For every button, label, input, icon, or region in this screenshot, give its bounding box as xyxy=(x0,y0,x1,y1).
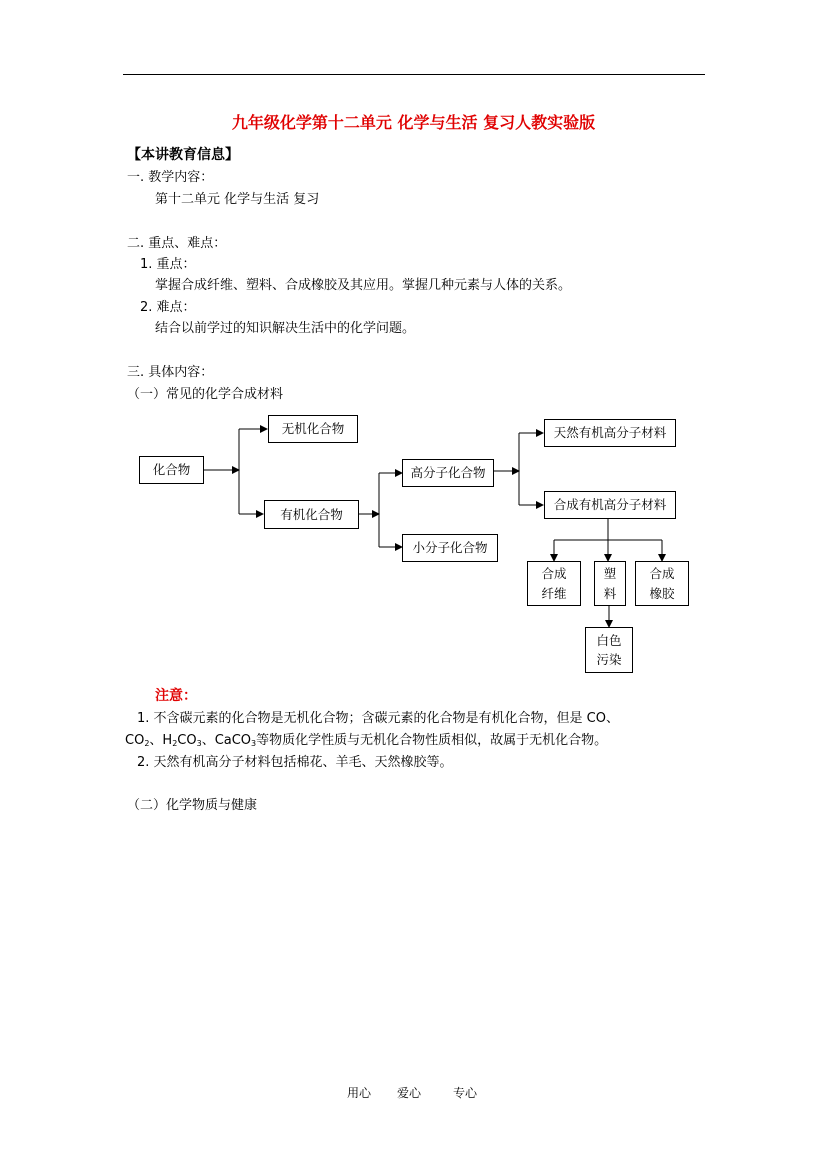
subsection-1-heading: （一）常见的化学合成材料 xyxy=(127,387,284,402)
formula-h2-sub: 2 xyxy=(172,739,178,748)
difficulty-label: 2. 难点： xyxy=(140,300,196,315)
formula-co2-sub: 2 xyxy=(144,739,150,748)
notes-heading: 注意： xyxy=(155,688,197,704)
key-point-text: 掌握合成纤维、塑料、合成橡胶及其应用。掌握几种元素与人体的关系。 xyxy=(155,278,572,293)
formula-co2: CO xyxy=(125,733,145,748)
box-natural-polymer xyxy=(544,419,676,447)
note-2: 2. 天然有机高分子材料包括棉花、羊毛、天然橡胶等。 xyxy=(137,755,453,770)
box-macromolecule xyxy=(402,459,494,487)
key-point-label: 1. 重点： xyxy=(140,257,196,272)
label-pollution-2: 污染 xyxy=(596,652,622,667)
note-1-line-1: 1. 不含碳元素的化合物是无机化合物；含碳元素的化合物是有机化合物，但是 CO、 xyxy=(137,711,619,726)
footer-word-2: 爱心 xyxy=(397,1086,422,1100)
section-2-heading: 二. 重点、难点： xyxy=(127,236,227,251)
label-fiber-1: 合成 xyxy=(541,566,567,582)
section-1-content: 第十二单元 化学与生活 复习 xyxy=(155,192,320,207)
footer-word-3: 专心 xyxy=(453,1086,478,1100)
separator-1: 、H xyxy=(149,733,173,748)
separator-2: 、CaCO xyxy=(201,733,252,748)
box-organic-compound xyxy=(264,500,359,529)
box-plastic xyxy=(594,561,626,606)
label-inorganic-compound: 无机化合物 xyxy=(281,421,345,437)
formula-co3-sub: 3 xyxy=(196,739,202,748)
label-compound: 化合物 xyxy=(152,462,191,478)
label-organic-compound: 有机化合物 xyxy=(280,506,343,522)
box-synthetic-rubber xyxy=(635,561,689,606)
label-plastic-2: 料 xyxy=(603,585,617,601)
section-3-heading: 三. 具体内容： xyxy=(127,365,214,380)
header-rule xyxy=(123,74,705,75)
box-synthetic-fiber xyxy=(527,561,581,606)
note-1-line-2 xyxy=(125,734,607,747)
box-inorganic-compound xyxy=(268,415,358,443)
label-synthetic-polymer: 合成有机高分子材料 xyxy=(553,497,667,513)
formula-co3: CO xyxy=(177,733,197,748)
label-macromolecule: 高分子化合物 xyxy=(410,465,486,481)
label-pollution-1: 白色 xyxy=(596,632,622,648)
page-title: 九年级化学第十二单元 化学与生活 复习人教实验版 xyxy=(231,113,596,132)
formula-caco3-sub: 3 xyxy=(251,739,257,748)
section-1-heading: 一. 教学内容： xyxy=(127,170,214,185)
box-compound xyxy=(139,456,204,484)
label-fiber-2: 纤维 xyxy=(541,585,567,601)
footer-word-1: 用心 xyxy=(347,1086,372,1100)
difficulty-text: 结合以前学过的知识解决生活中的化学问题。 xyxy=(155,321,416,336)
note-1-tail: 等物质化学性质与无机化合物性质相似，故属于无机化合物。 xyxy=(256,733,608,748)
box-small-molecule xyxy=(402,534,498,562)
box-synthetic-polymer xyxy=(544,491,676,519)
label-natural-polymer: 天然有机高分子材料 xyxy=(553,425,667,441)
label-small-molecule: 小分子化合物 xyxy=(412,540,488,556)
label-rubber-1: 合成 xyxy=(649,566,675,582)
info-heading: 【本讲教育信息】 xyxy=(127,147,239,163)
subsection-2-heading: （二）化学物质与健康 xyxy=(127,798,258,813)
label-plastic-1: 塑 xyxy=(603,566,617,582)
label-rubber-2: 橡胶 xyxy=(649,585,675,601)
box-white-pollution xyxy=(585,627,633,673)
